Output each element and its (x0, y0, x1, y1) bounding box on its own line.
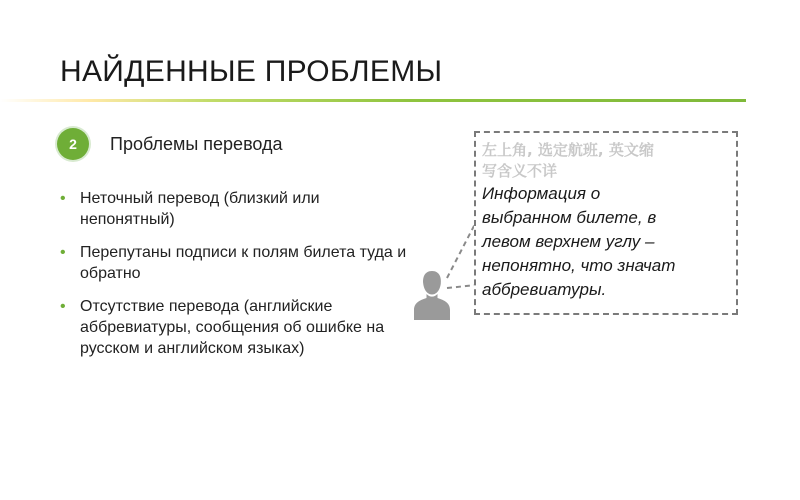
user-silhouette-icon (410, 268, 454, 320)
bullet-icon: • (60, 298, 66, 315)
callout-chinese-text: 左上角, 选定航班, 英文缩 写含义不详 (482, 141, 654, 180)
list-item (60, 188, 410, 230)
callout-box (474, 131, 738, 315)
list-item (60, 242, 410, 284)
problem-text: Перепутаны подписи к полям билета туда и обратно (80, 244, 407, 282)
section-number-badge: 2 (57, 128, 89, 160)
user-silhouette-body (414, 294, 450, 320)
user-silhouette-head (423, 271, 441, 295)
problem-text: Неточный перевод (близкий или непонятный) (80, 190, 320, 228)
problem-list (60, 188, 410, 371)
slide-title: НАЙДЕННЫЕ ПРОБЛЕМЫ (60, 55, 443, 88)
problem-text: Отсутствие перевода (английские аббревиатуры, сообщения об ошибке на русском и английском языках) (80, 298, 385, 357)
callout-text: Информация о выбранном билете, в левом верхнем углу – непонятно, что значат аббревиатуры. (482, 184, 676, 299)
bullet-icon: • (60, 190, 66, 207)
section-heading: Проблемы перевода (110, 134, 283, 154)
title-divider (0, 99, 746, 102)
list-item (60, 296, 410, 359)
bullet-icon: • (60, 244, 66, 261)
